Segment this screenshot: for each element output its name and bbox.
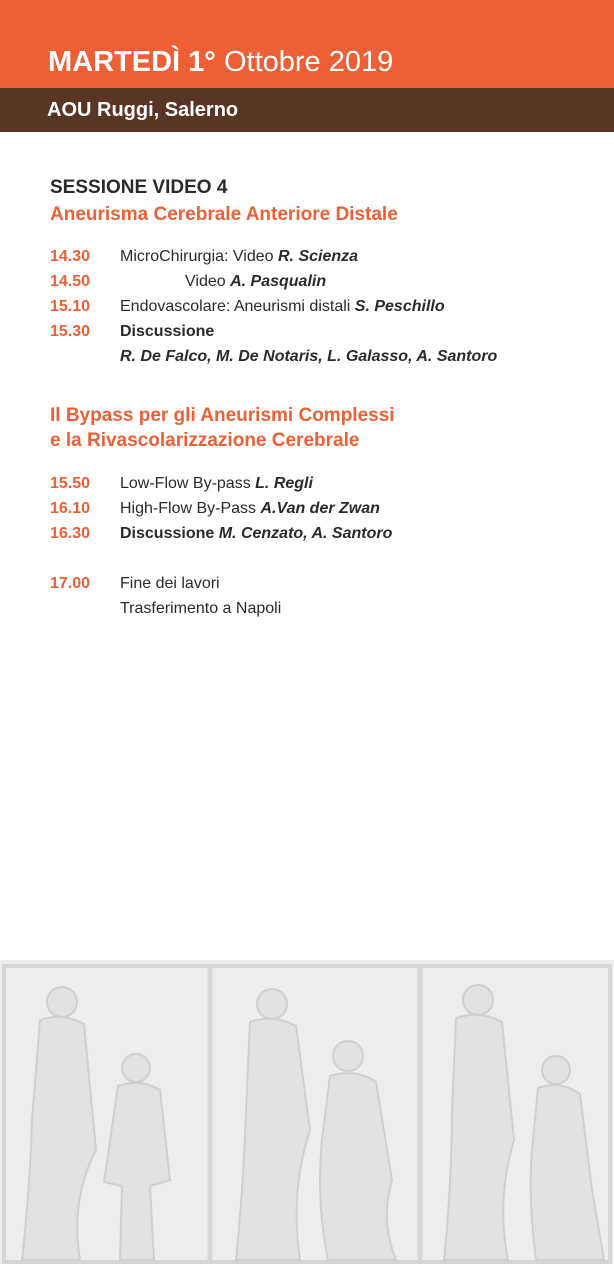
program-row [50,245,590,269]
title-date: Ottobre 2019 [223,46,394,78]
title-day: MARTEDÌ 1° [48,46,216,78]
program-row [50,270,590,294]
time: 14.30 [50,248,91,265]
topic: MicroChirurgia: Video [120,248,274,265]
description: Fine dei lavori [120,575,220,592]
description [185,270,326,294]
session-label: SESSIONE VIDEO 4 [50,177,228,198]
program-row [50,345,590,369]
time: 16.10 [50,500,91,517]
time: 15.10 [50,298,91,315]
description [120,522,392,546]
speaker: S. Peschillo [354,298,445,315]
speaker: R. De Falco, M. De Notaris, L. Galasso, A. Santoro [120,348,498,365]
session-title: Il Bypass per gli Aneurismi Complessi [50,405,395,426]
session-title: e la Rivascolarizzazione Cerebrale [50,430,360,451]
time: 15.30 [50,323,91,340]
time: 15.50 [50,475,91,492]
time: 14.50 [50,273,91,290]
topic: Low-Flow By-pass [120,475,251,492]
topic: Video [185,273,226,290]
topic: High-Flow By-Pass [120,500,257,517]
topic: Endovascolare: Aneurismi distali [120,298,351,315]
description: Trasferimento a Napoli [120,600,282,617]
description [120,245,358,269]
illustration-art [0,960,614,1264]
speaker: M. Cenzato, A. Santoro [218,525,393,542]
speaker: A. Pasqualin [230,273,327,290]
program-row [50,320,590,344]
description [120,472,313,496]
session-title: Aneurisma Cerebrale Anteriore Distale [50,204,398,225]
program-row [50,597,590,621]
program-row [50,522,590,546]
time: 16.30 [50,525,91,542]
venue: AOU Ruggi, Salerno [47,99,239,121]
speaker: L. Regli [255,475,313,492]
program-row [50,497,590,521]
program-row [50,572,590,596]
description [120,320,214,344]
time: 17.00 [50,575,91,592]
description [120,497,380,521]
speaker: R. Scienza [278,248,359,265]
speaker: A.Van der Zwan [260,500,380,517]
page-title [48,44,393,80]
program-row [50,295,590,319]
discussion-label: Discussione [120,525,215,542]
medieval-illustration [0,960,614,1264]
description [120,345,497,369]
program-row [50,472,590,496]
description [120,295,445,319]
discussion-label: Discussione [120,323,215,340]
